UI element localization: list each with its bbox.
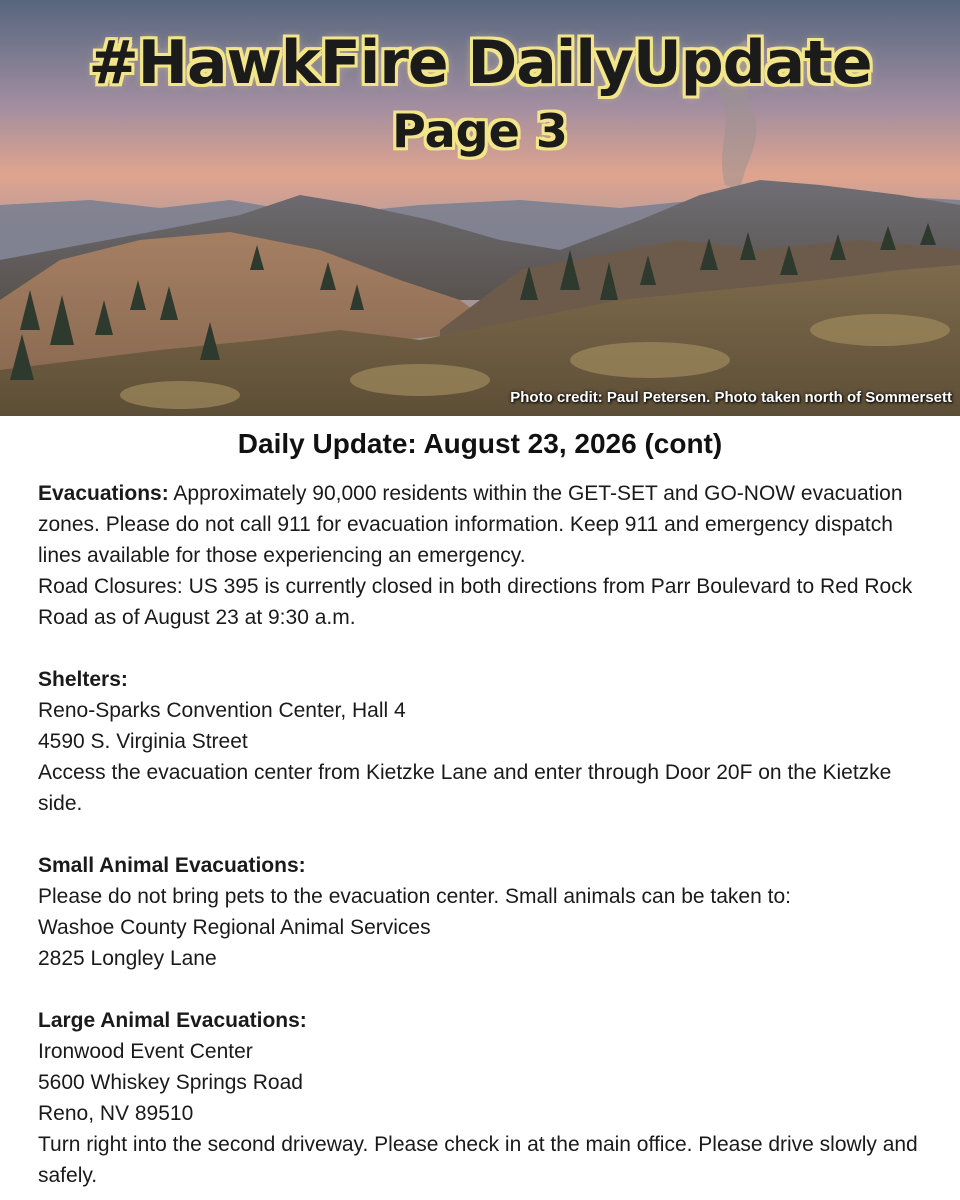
small-animals-label: Small Animal Evacuations:: [38, 854, 306, 877]
shelter-name: Reno-Sparks Convention Center, Hall 4: [38, 699, 406, 722]
photo-credit: Photo credit: Paul Petersen. Photo taken north of Sommersett: [510, 389, 952, 406]
large-animals-label: Large Animal Evacuations:: [38, 1009, 307, 1032]
large-animals-instructions: Turn right into the second driveway. Please check in at the main office. Please drive slowly and safely.: [38, 1133, 918, 1187]
large-animals-street: 5600 Whiskey Springs Road: [38, 1071, 303, 1094]
page-title: #HawkFire DailyUpdate: [88, 28, 872, 98]
shelter-access-note: Access the evacuation center from Kietzke Lane and enter through Door 20F on the Kietzke side.: [38, 761, 892, 815]
evacuations-label: Evacuations:: [38, 482, 169, 505]
evacuations-text: Approximately 90,000 residents within the GET-SET and GO-NOW evacuation zones. Please do not call 911 for evacuation information. Keep 911 and emergency dispatch lines available for those experiencing an emergency.: [38, 482, 903, 567]
road-closures-paragraph: Road Closures: US 395 is currently closed in both directions from Parr Boulevard to Red Rock Road as of August 23 at 9:30 a.m.: [38, 575, 913, 629]
shelter-address: 4590 S. Virginia Street: [38, 730, 248, 753]
small-animals-address: 2825 Longley Lane: [38, 947, 217, 970]
header-photo: [0, 0, 960, 416]
shelters-label: Shelters:: [38, 668, 128, 691]
update-body: [0, 428, 960, 1191]
small-animals-note: Please do not bring pets to the evacuation center. Small animals can be taken to:: [38, 885, 791, 908]
page-subtitle: Page 3: [392, 104, 568, 158]
evacuations-paragraph: [38, 478, 922, 571]
large-animals-facility: Ironwood Event Center: [38, 1040, 253, 1063]
small-animals-facility: Washoe County Regional Animal Services: [38, 916, 431, 939]
large-animals-city: Reno, NV 89510: [38, 1102, 194, 1125]
update-heading: Daily Update: August 23, 2026 (cont): [237, 428, 723, 459]
